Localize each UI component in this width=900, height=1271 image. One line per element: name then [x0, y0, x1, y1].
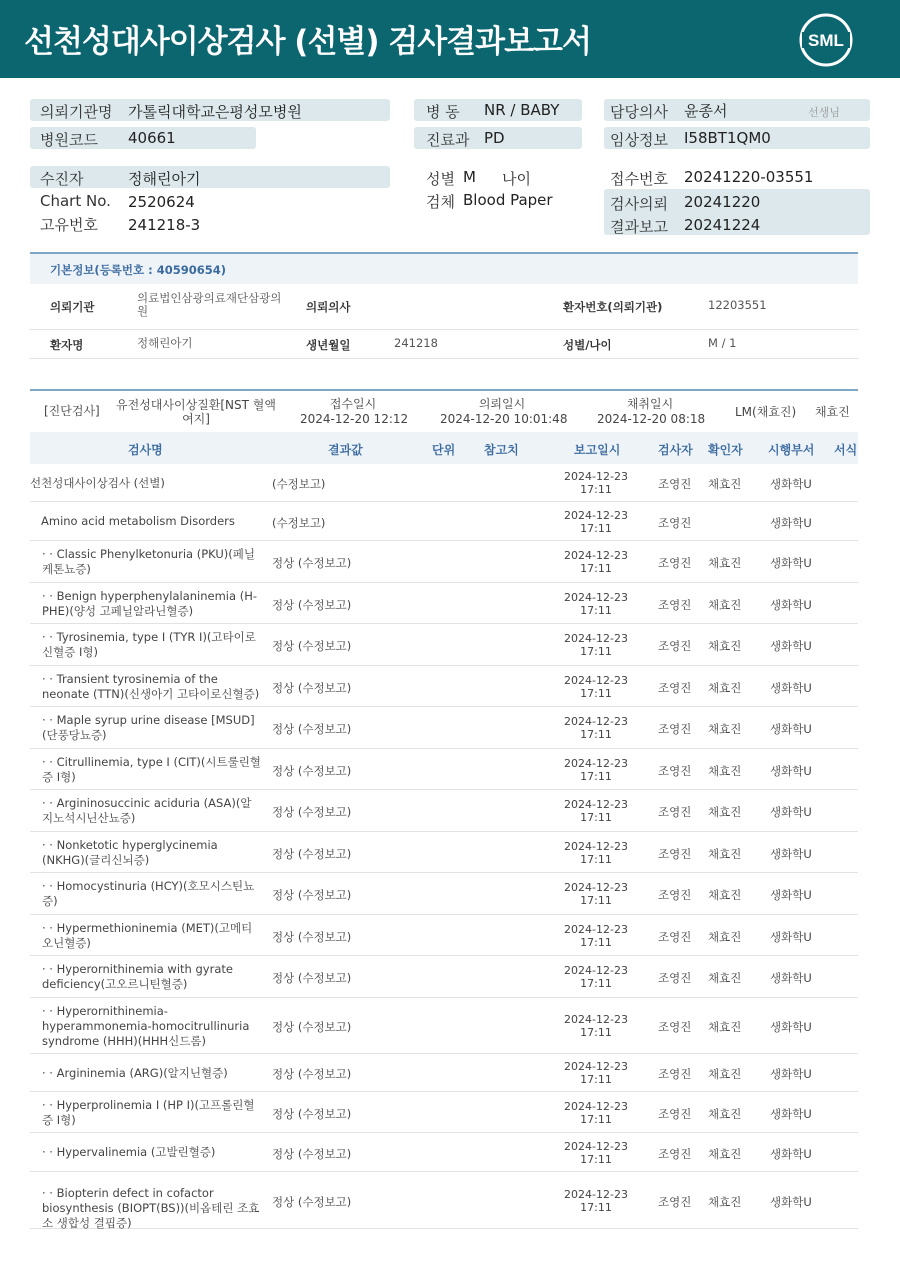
row-report-date: 2024-12-23 — [564, 1060, 628, 1073]
sex-label: 성별 — [426, 170, 455, 188]
doctor-value: 윤종서 — [684, 102, 728, 120]
table-row — [30, 832, 858, 873]
basic-pid-value: 12203551 — [708, 298, 767, 312]
table-row — [30, 502, 858, 541]
row-test-name: · · Hyperprolinemia I (HP I)(고프롤린혈증 I형) — [42, 1098, 255, 1127]
row-report-datetime — [550, 1140, 642, 1166]
row-report-datetime — [550, 509, 642, 535]
row-dept: 생화학U — [770, 681, 812, 695]
row-dept: 생화학U — [770, 971, 812, 985]
table-row — [30, 707, 858, 749]
specimen-value: Blood Paper — [463, 191, 553, 209]
basic-pid-label: 환자번호(의뢰기관) — [563, 300, 663, 314]
exam-requested-value: 2024-12-20 10:01:48 — [440, 412, 568, 426]
clinical-label: 임상정보 — [610, 131, 668, 149]
row-dept: 생화학U — [770, 639, 812, 653]
row-test-name: · · Maple syrup urine disease [MSUD](단풍당뇨증) — [42, 713, 255, 742]
row-report-time: 17:11 — [580, 1113, 612, 1126]
dept-label: 진료과 — [426, 131, 470, 149]
row-checker: 채효진 — [708, 722, 742, 736]
row-test-name: · · Biopterin defect in cofactor biosynthesis (BIOPT(BS))(비옵테린 조효소 생합성 결핍증) — [42, 1186, 260, 1230]
table-row — [30, 1054, 858, 1092]
basic-row-divider — [30, 329, 858, 330]
row-test-name: · · Benign hyperphenylalaninemia (H-PHE)(양성 고페닐알라닌혈증) — [42, 589, 257, 618]
row-report-datetime — [550, 881, 642, 907]
row-report-datetime — [550, 591, 642, 617]
row-dept: 생화학U — [770, 1067, 812, 1081]
row-result: 정상 (수정보고) — [272, 847, 352, 861]
row-report-datetime — [550, 674, 642, 700]
th-tester: 검사자 — [658, 443, 693, 457]
row-report-datetime — [550, 1060, 642, 1086]
hospital-code-value: 40661 — [128, 129, 176, 147]
age-label: 나이 — [502, 170, 531, 188]
row-tester: 조영진 — [658, 971, 692, 985]
row-test-name: · · Transient tyrosinemia of the neonate (TTN)(신생아기 고타이로신혈증) — [42, 672, 260, 701]
request-label: 검사의뢰 — [610, 195, 668, 213]
row-result: 정상 (수정보고) — [272, 1020, 352, 1034]
row-result: 정상 (수정보고) — [272, 888, 352, 902]
basic-sexage-label: 성별/나이 — [563, 338, 612, 352]
th-result: 결과값 — [328, 443, 363, 457]
row-checker: 채효진 — [708, 847, 742, 861]
th-checker: 확인자 — [708, 443, 743, 457]
row-report-date: 2024-12-23 — [564, 632, 628, 645]
basic-bottom-divider — [30, 358, 858, 359]
row-tester: 조영진 — [658, 847, 692, 861]
row-report-date: 2024-12-23 — [564, 1188, 628, 1201]
row-report-time: 17:11 — [580, 522, 612, 535]
row-dept: 생화학U — [770, 1147, 812, 1161]
row-test-name: · · Hypervalinemia (고발린혈증) — [42, 1145, 216, 1159]
row-checker: 채효진 — [708, 971, 742, 985]
table-row — [30, 873, 858, 915]
table-row — [30, 624, 858, 666]
institution-value: 가톨릭대학교은평성모병원 — [128, 103, 302, 121]
row-result: 정상 (수정보고) — [272, 1147, 352, 1161]
row-result: 정상 (수정보고) — [272, 1107, 352, 1121]
row-tester: 조영진 — [658, 764, 692, 778]
receipt-value: 20241220-03551 — [684, 168, 814, 186]
unique-value: 241218-3 — [128, 216, 201, 234]
row-report-date: 2024-12-23 — [564, 715, 628, 728]
row-report-datetime — [550, 470, 642, 496]
row-checker: 채효진 — [708, 1195, 742, 1209]
clinical-value: I58BT1QM0 — [684, 129, 771, 147]
row-report-time: 17:11 — [580, 1201, 612, 1214]
row-result: 정상 (수정보고) — [272, 971, 352, 985]
chart-value: 2520624 — [128, 193, 195, 211]
row-test-name: · · Argininemia (ARG)(알지닌혈증) — [42, 1066, 228, 1080]
row-report-date: 2024-12-23 — [564, 674, 628, 687]
row-report-time: 17:11 — [580, 483, 612, 496]
row-report-date: 2024-12-23 — [564, 470, 628, 483]
th-test-name: 검사명 — [128, 443, 163, 457]
row-report-date: 2024-12-23 — [564, 964, 628, 977]
row-test-name: · · Nonketotic hyperglycinemia (NKHG)(글리신뇌증) — [42, 838, 218, 867]
row-checker: 채효진 — [708, 764, 742, 778]
row-tester: 조영진 — [658, 805, 692, 819]
row-test-name: · · Hypermethioninemia (MET)(고메티오닌혈증) — [42, 921, 253, 950]
row-report-date: 2024-12-23 — [564, 840, 628, 853]
row-tester: 조영진 — [658, 516, 692, 530]
row-report-time: 17:11 — [580, 604, 612, 617]
basic-sexage-value: M / 1 — [708, 336, 737, 350]
row-dept: 생화학U — [770, 477, 812, 491]
exam-received-label: 접수일시 — [329, 397, 377, 411]
row-checker: 채효진 — [708, 681, 742, 695]
dept-value: PD — [484, 129, 505, 147]
row-result: 정상 (수정보고) — [272, 598, 352, 612]
patient-label: 수진자 — [40, 170, 84, 188]
row-report-date: 2024-12-23 — [564, 923, 628, 936]
row-result: 정상 (수정보고) — [272, 1195, 352, 1209]
row-tester: 조영진 — [658, 639, 692, 653]
exam-info-topline — [30, 389, 858, 391]
unique-label: 고유번호 — [40, 216, 98, 234]
row-report-datetime — [550, 840, 642, 866]
ward-label: 병 동 — [426, 103, 460, 121]
row-tester: 조영진 — [658, 556, 692, 570]
row-result: 정상 (수정보고) — [272, 681, 352, 695]
exam-test-name: 유전성대사이상질환[NST 혈액여지] — [116, 398, 276, 426]
row-tester: 조영진 — [658, 1195, 692, 1209]
row-report-time: 17:11 — [580, 977, 612, 990]
row-test-name: · · Homocystinuria (HCY)(호모시스틴뇨증) — [42, 879, 255, 908]
row-dept: 생화학U — [770, 930, 812, 944]
row-report-datetime — [550, 757, 642, 783]
row-report-time: 17:11 — [580, 894, 612, 907]
row-tester: 조영진 — [658, 598, 692, 612]
basic-info-header — [30, 254, 858, 284]
basic-req-doctor-label: 의뢰의사 — [306, 300, 351, 314]
row-dept: 생화학U — [770, 722, 812, 736]
specimen-label: 검체 — [426, 193, 455, 211]
table-row — [30, 749, 858, 790]
row-report-time: 17:11 — [580, 936, 612, 949]
row-checker: 채효진 — [708, 805, 742, 819]
table-row — [30, 666, 858, 707]
patient-pill — [30, 166, 390, 188]
basic-info-title: 기본정보(등록번호 : 40590654) — [50, 263, 227, 277]
row-dept: 생화학U — [770, 1107, 812, 1121]
table-row — [30, 1092, 858, 1133]
row-report-datetime — [550, 1013, 642, 1039]
row-report-time: 17:11 — [580, 562, 612, 575]
basic-name-label: 환자명 — [50, 338, 84, 352]
table-row — [30, 1133, 858, 1172]
row-checker: 채효진 — [708, 1067, 742, 1081]
row-test-name: · · Argininosuccinic aciduria (ASA)(알지노석시닌산뇨증) — [42, 796, 252, 825]
sex-value: M — [463, 168, 476, 186]
doctor-label: 담당의사 — [610, 103, 668, 121]
row-report-datetime — [550, 923, 642, 949]
row-test-name: Amino acid metabolism Disorders — [41, 514, 235, 528]
row-test-name: · · Hyperornithinemia with gyrate deficiency(고오르니틴혈증) — [42, 962, 233, 991]
row-result: 정상 (수정보고) — [272, 556, 352, 570]
logo-text: SML — [808, 31, 844, 50]
table-row — [30, 790, 858, 832]
row-dept: 생화학U — [770, 888, 812, 902]
receipt-label: 접수번호 — [610, 170, 668, 188]
row-result: (수정보고) — [272, 516, 326, 530]
row-report-datetime — [550, 632, 642, 658]
row-tester: 조영진 — [658, 1147, 692, 1161]
table-row — [30, 956, 858, 998]
row-tester: 조영진 — [658, 1020, 692, 1034]
row-report-date: 2024-12-23 — [564, 1100, 628, 1113]
row-result: (수정보고) — [272, 477, 326, 491]
row-checker: 채효진 — [708, 556, 742, 570]
institution-label: 의뢰기관명 — [40, 103, 113, 121]
row-report-datetime — [550, 715, 642, 741]
row-dept: 생화학U — [770, 764, 812, 778]
row-report-time: 17:11 — [580, 811, 612, 824]
report-label: 결과보고 — [610, 218, 668, 236]
row-test-name: · · Citrullinemia, type I (CIT)(시트룰린혈증 I형) — [42, 755, 261, 784]
row-tester: 조영진 — [658, 681, 692, 695]
th-reference: 참고치 — [484, 443, 519, 457]
row-dept: 생화학U — [770, 1020, 812, 1034]
row-dept: 생화학U — [770, 1195, 812, 1209]
th-report-date: 보고일시 — [574, 443, 621, 457]
row-result: 정상 (수정보고) — [272, 639, 352, 653]
row-report-time: 17:11 — [580, 1026, 612, 1039]
report-header — [0, 0, 900, 78]
row-test-name: · · Tyrosinemia, type I (TYR I)(고타이로신혈증 I형) — [42, 630, 256, 659]
row-report-date: 2024-12-23 — [564, 1013, 628, 1026]
basic-dob-value: 241218 — [394, 336, 438, 350]
row-checker: 채효진 — [708, 888, 742, 902]
exam-lm: LM(채효진) — [735, 405, 797, 419]
basic-inst-label: 의뢰기관 — [50, 300, 95, 314]
basic-name-value: 정해린아기 — [137, 336, 193, 350]
row-report-time: 17:11 — [580, 1073, 612, 1086]
row-test-name: · · Hyperornithinemia-hyperammonemia-homocitrullinuria syndrome (HHH)(HHH신드롬) — [42, 1004, 250, 1048]
row-dept: 생화학U — [770, 805, 812, 819]
row-result: 정상 (수정보고) — [272, 930, 352, 944]
row-dept: 생화학U — [770, 847, 812, 861]
row-checker: 채효진 — [708, 930, 742, 944]
row-checker: 채효진 — [708, 598, 742, 612]
patient-value: 정해린아기 — [128, 170, 201, 188]
row-report-datetime — [550, 549, 642, 575]
row-report-time: 17:11 — [580, 728, 612, 741]
exam-requested-label: 의뢰일시 — [478, 397, 526, 411]
row-report-date: 2024-12-23 — [564, 1140, 628, 1153]
row-tester: 조영진 — [658, 930, 692, 944]
row-result: 정상 (수정보고) — [272, 805, 352, 819]
exam-collected-value: 2024-12-20 08:18 — [597, 412, 706, 426]
row-test-name: · · Classic Phenylketonuria (PKU)(페닐케톤뇨증) — [42, 547, 255, 576]
basic-inst-value: 의료법인삼광의료재단삼광의원 — [137, 291, 282, 318]
row-report-datetime — [550, 1100, 642, 1126]
row-checker: 채효진 — [708, 1020, 742, 1034]
table-row — [30, 464, 858, 502]
row-checker: 채효진 — [708, 1147, 742, 1161]
table-row — [30, 583, 858, 624]
row-tester: 조영진 — [658, 1107, 692, 1121]
row-dept: 생화학U — [770, 556, 812, 570]
row-report-date: 2024-12-23 — [564, 591, 628, 604]
row-report-datetime — [550, 964, 642, 990]
exam-category: [진단검사] — [44, 404, 100, 418]
table-row — [30, 998, 858, 1054]
row-report-datetime — [550, 1188, 642, 1214]
row-report-time: 17:11 — [580, 645, 612, 658]
row-result: 정상 (수정보고) — [272, 722, 352, 736]
th-dept: 시행부서 — [768, 443, 815, 457]
row-report-time: 17:11 — [580, 770, 612, 783]
chart-label: Chart No. — [40, 192, 111, 210]
table-row — [30, 1172, 858, 1229]
row-report-time: 17:11 — [580, 1153, 612, 1166]
request-value: 20241220 — [684, 193, 761, 211]
sml-logo-icon — [798, 12, 854, 68]
row-checker: 채효진 — [708, 477, 742, 491]
doctor-suffix: 선생님 — [808, 106, 840, 119]
ward-value: NR / BABY — [484, 101, 560, 119]
row-tester: 조영진 — [658, 477, 692, 491]
row-report-date: 2024-12-23 — [564, 549, 628, 562]
row-report-time: 17:11 — [580, 687, 612, 700]
exam-lm-name: 채효진 — [815, 405, 850, 419]
row-tester: 조영진 — [658, 888, 692, 902]
row-result: 정상 (수정보고) — [272, 764, 352, 778]
report-value: 20241224 — [684, 216, 761, 234]
table-row — [30, 541, 858, 583]
report-title: 선천성대사이상검사 (선별) 검사결과보고서 — [24, 24, 591, 60]
row-report-date: 2024-12-23 — [564, 798, 628, 811]
row-report-date: 2024-12-23 — [564, 509, 628, 522]
hospital-code-label: 병원코드 — [40, 131, 98, 149]
table-row — [30, 915, 858, 956]
row-result: 정상 (수정보고) — [272, 1067, 352, 1081]
row-tester: 조영진 — [658, 722, 692, 736]
row-tester: 조영진 — [658, 1067, 692, 1081]
basic-dob-label: 생년월일 — [306, 338, 351, 352]
row-report-datetime — [550, 798, 642, 824]
row-dept: 생화학U — [770, 516, 812, 530]
exam-collected-label: 채취일시 — [626, 397, 674, 411]
row-report-date: 2024-12-23 — [564, 757, 628, 770]
row-test-name: 선천성대사이상검사 (선별) — [30, 476, 165, 490]
row-checker: 채효진 — [708, 639, 742, 653]
row-checker: 채효진 — [708, 1107, 742, 1121]
th-unit: 단위 — [432, 443, 456, 457]
row-dept: 생화학U — [770, 598, 812, 612]
exam-received-value: 2024-12-20 12:12 — [300, 412, 409, 426]
th-form: 서식 — [834, 443, 858, 457]
row-report-time: 17:11 — [580, 853, 612, 866]
row-report-date: 2024-12-23 — [564, 881, 628, 894]
